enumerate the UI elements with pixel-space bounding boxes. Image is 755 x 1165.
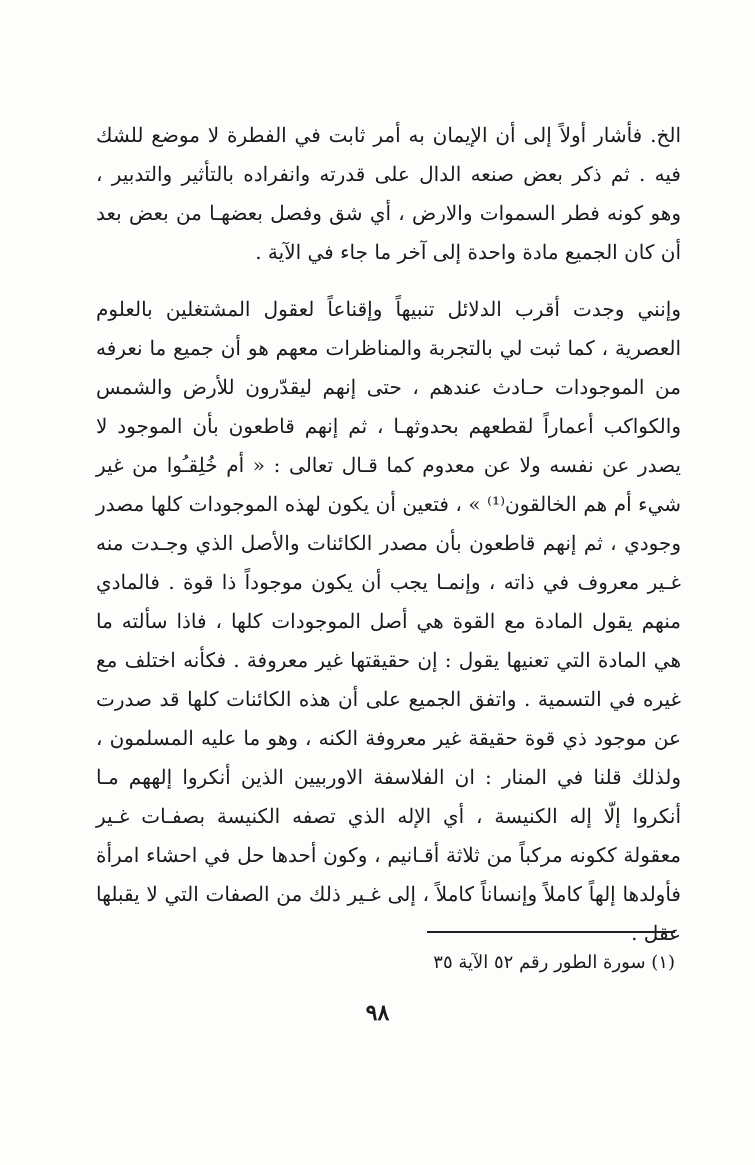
- page-number: ٩٨: [365, 1000, 390, 1026]
- body-paragraph-2: وإنني وجدت أقرب الدلائل تنبيهاً وإقناعاً لعقول المشتغلين بالعلوم العصرية ، كما ثبت لي بالتجربة والمناظرات معهم هو أن جميع ما نعرفه من الموجودات حـادث عندهم ، حتى إنهم ليقدّرون للأرض والشمس والكواكب أعماراً لقطعهم بحدوثهـا ، ثم إنهم قاطعون بأن الموجود لا يصدر عن نفسه ولا عن معدوم كما قـال تعالى : « أم خُلِقـُوا من غير شيء أم هم الخالقون⁽¹⁾ » ، فتعين أن يكون لهذه الموجودات كلها مصدر وجودي ، ثم إنهم قاطعون بأن مصدر الكائنات والأصل الذي وجـدت منه غـير معروف في ذاته ، وإنمـا يجب أن يكون موجوداً ذا قوة . فالمادي منهم يقول المادة مع القوة هي أصل الموجودات كلها ، فاذا سألته ما هي المادة التي تعنيها يقول : إن حقيقتها غير معروفة . فكأنه اختلف مع غيره في التسمية . واتفق الجميع على أن هذه الكائنات كلها قد صدرت عن موجود ذي قوة حقيقة غير معروفة الكنه ، وهو ما عليه المسلمون ، ولذلك قلنا في المنار : ان الفلاسفة الاوربيين الذين أنكروا إلههم مـا أنكروا إلّا إله الكنيسة ، أي الإله الذي تصفه الكنيسة بصفـات غـير معقولة ككونه مركباً من ثلاثة أقـانيم ، وكون أحدها حل في احشاء امرأة فأولدها إلهاً كاملاً وإنساناً كاملاً ، إلى غـير ذلك من الصفات التي لا يقبلها عقل .: [96, 297, 682, 945]
- footnote: (١) سورة الطور رقم ٥٢ الآية ٣٥: [433, 952, 675, 973]
- body-paragraph-1: الخ. فأشار أولاً إلى أن الإيمان به أمر ثابت في الفطرة لا موضع للشك فيه . ثم ذكر بعض صنعه الدال على قدرته وانفراده بالتأثير والتدبير ، وهو كونه فطر السموات والارض ، أي شق وفصل بعضهـا من بعض بعد أن كان الجميع مادة واحدة إلى آخر ما جاء في الآية .: [96, 123, 681, 264]
- footnote-divider: [427, 931, 675, 933]
